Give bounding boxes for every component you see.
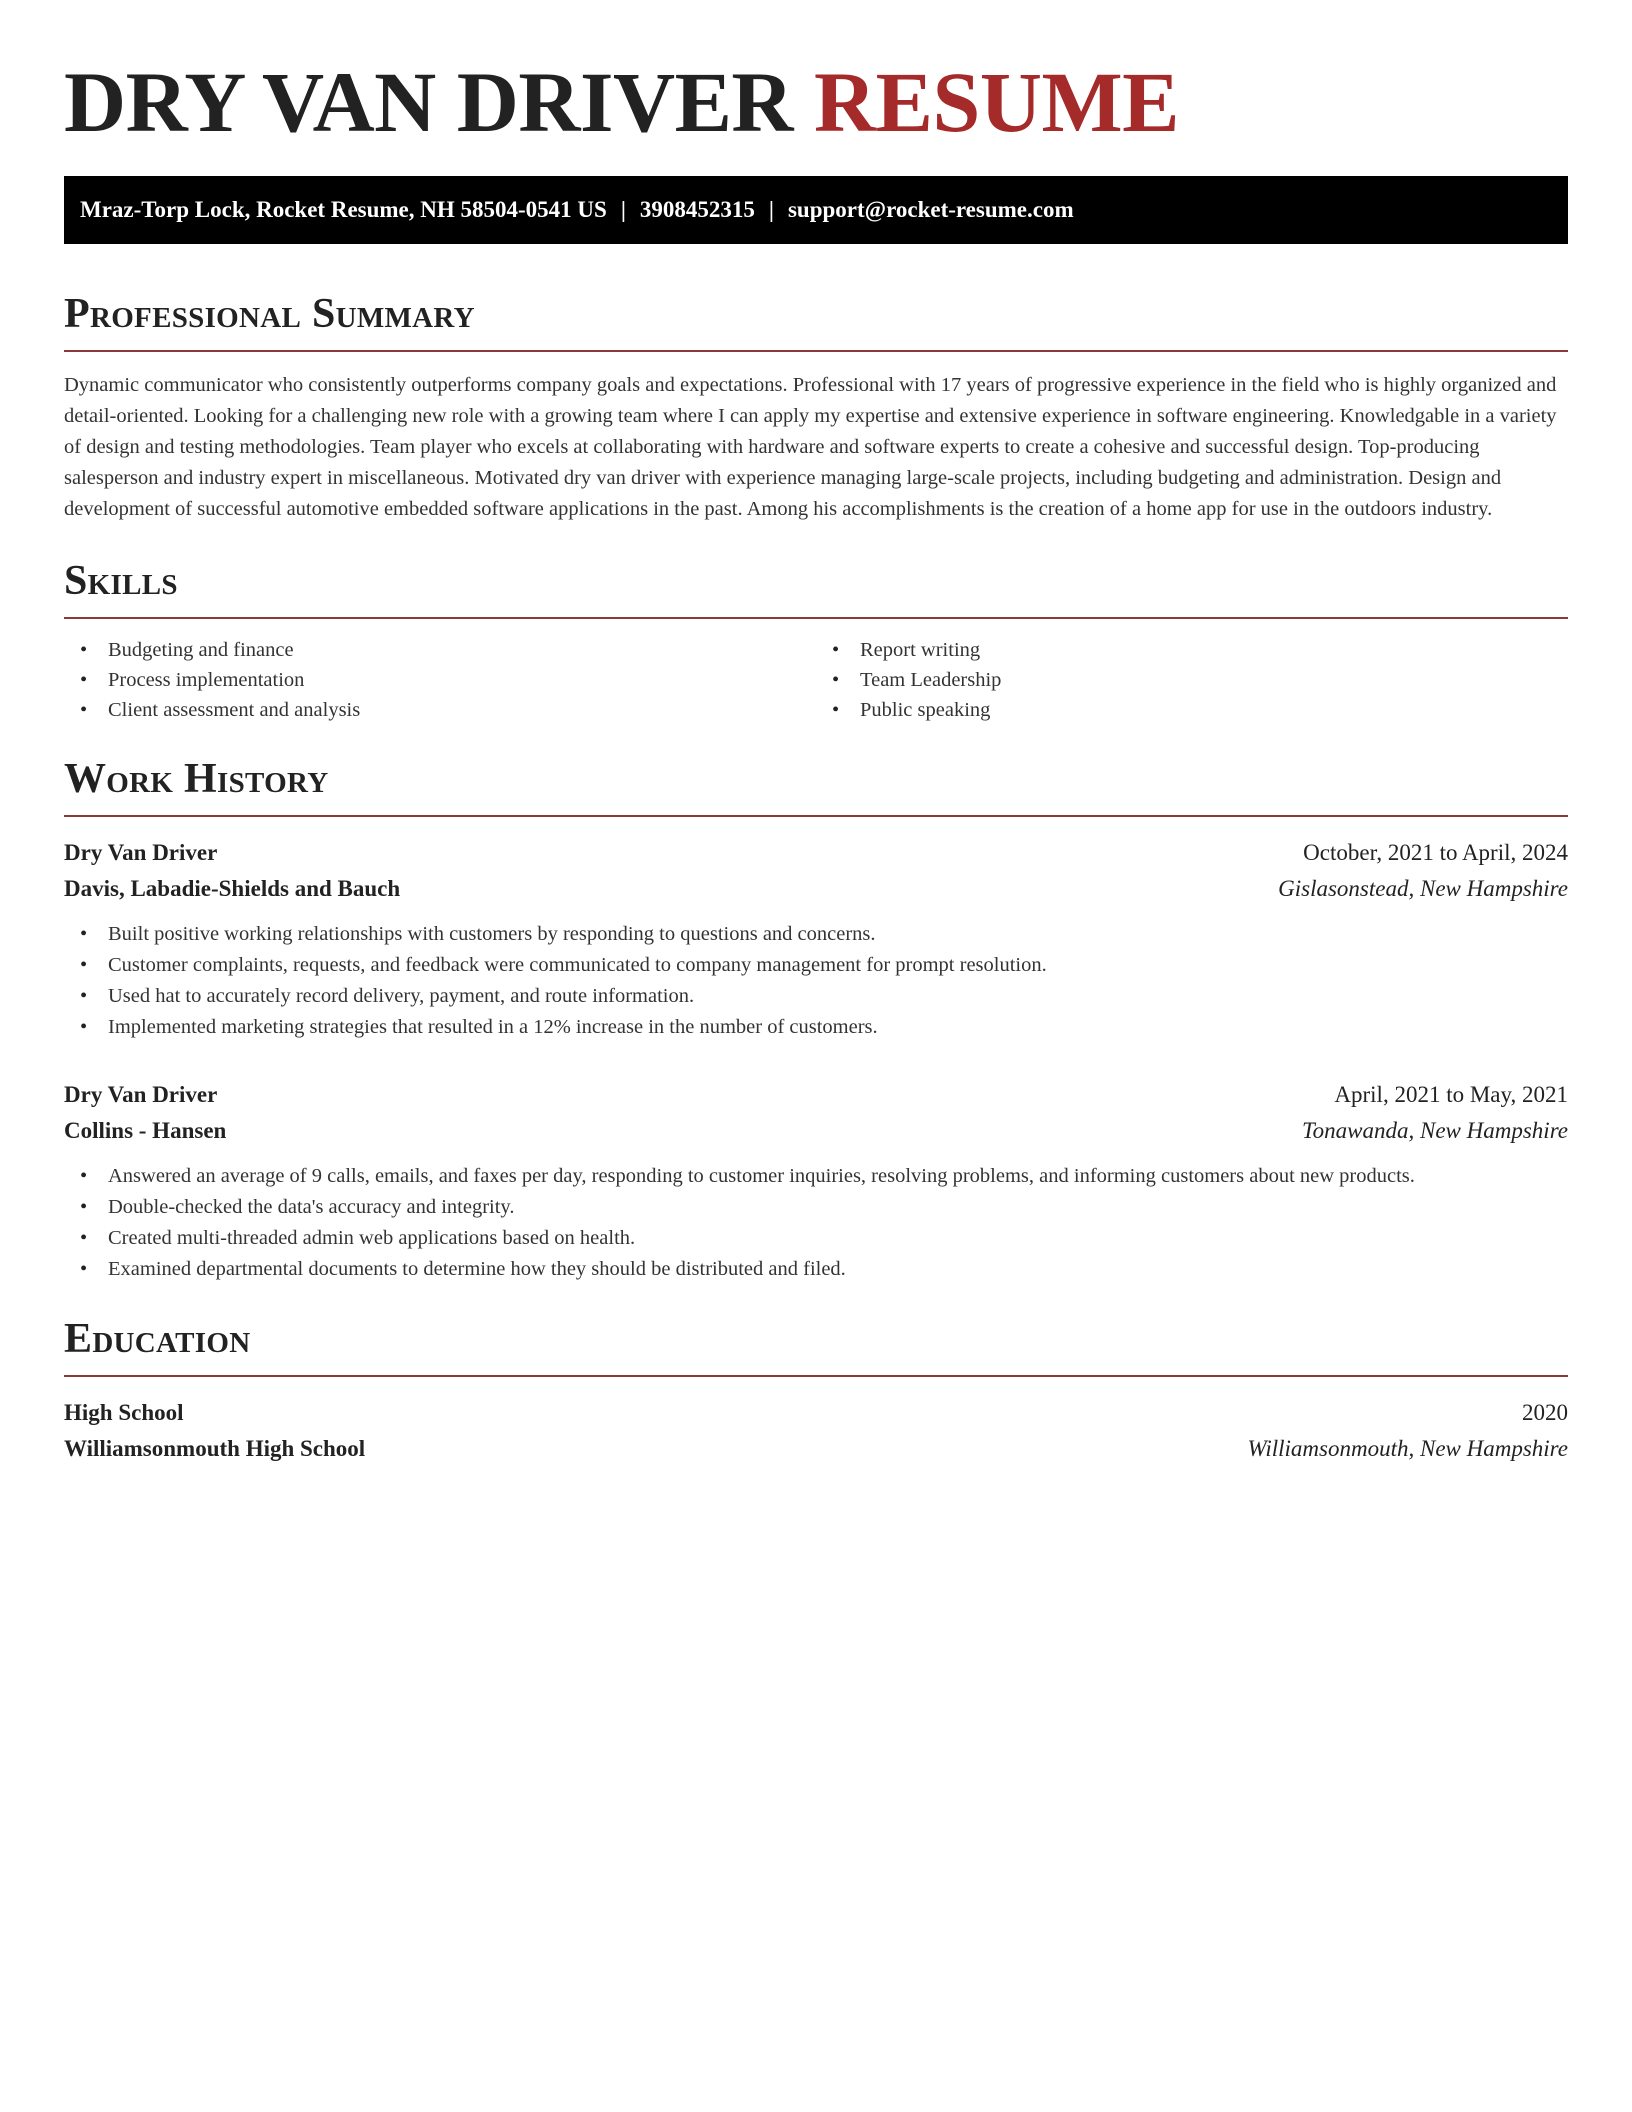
section-heading-summary: Professional Summary [64, 291, 475, 337]
job-location: Gislasonstead, New Hampshire [1278, 876, 1568, 901]
section-heading-work: Work History [64, 756, 329, 802]
job-dates: October, 2021 to April, 2024 [1303, 840, 1568, 865]
skill-item: • Client assessment and analysis [64, 695, 816, 725]
resume-title [64, 56, 1568, 148]
job-title: Dry Van Driver [64, 1082, 218, 1107]
job-dates: April, 2021 to May, 2021 [1334, 1082, 1568, 1107]
duty-item: • Customer complaints, requests, and feedback were communicated to company management for prompt resolution. [64, 950, 1568, 981]
contact-separator: | [620, 197, 626, 222]
section-divider [64, 617, 1568, 619]
professional-summary-section [64, 288, 1568, 525]
skill-item: • Public speaking [816, 695, 1568, 725]
education-year: 2020 [1522, 1400, 1568, 1425]
work-history-section [64, 753, 1568, 1285]
skill-item: • Team Leadership [816, 665, 1568, 695]
skills-column-left [64, 635, 816, 725]
job-company: Davis, Labadie-Shields and Bauch [64, 876, 401, 901]
job-header-row [64, 1077, 1568, 1113]
education-degree: High School [64, 1400, 184, 1425]
education-section [64, 1313, 1568, 1467]
job-company-row [64, 871, 1568, 907]
summary-text: Dynamic communicator who consistently outperforms company goals and expectations. Professional with 17 years of progressive experience in the field who is highly organized and detail-oriented. Looking for a challenging new role with a growing team where I can apply my expertise and extensive experience in software engineering. Knowledgable in a variety of design and testing methodologies. Team player who excels at collaborating with hardware and software experts to create a cohesive and successful design. Top-producing salesperson and industry expert in miscellaneous. Motivated dry van driver with experience managing large-scale projects, including budgeting and administration. Design and development of successful automotive embedded software applications in the past. Among his accomplishments is the creation of a home app for use in the outdoors industry. [64, 374, 1557, 520]
contact-email: support@rocket-resume.com [787, 197, 1074, 222]
skill-item: • Budgeting and finance [64, 635, 816, 665]
skill-item: • Report writing [816, 635, 1568, 665]
duty-item: • Answered an average of 9 calls, emails, and faxes per day, responding to customer inquiries, resolving problems, and informing customers about new products. [64, 1161, 1568, 1192]
education-header-row [64, 1395, 1568, 1431]
education-school-row [64, 1431, 1568, 1467]
contact-phone: 3908452315 [639, 197, 755, 222]
title-main: DRY VAN DRIVER [64, 54, 794, 150]
section-heading-education: Education [64, 1316, 251, 1362]
contact-address: Mraz-Torp Lock, Rocket Resume, NH 58504-0541 US [80, 197, 607, 222]
contact-bar [64, 176, 1568, 244]
duty-item: • Double-checked the data's accuracy and integrity. [64, 1192, 1568, 1223]
section-divider [64, 815, 1568, 817]
education-entry [64, 1395, 1568, 1467]
duty-item: • Examined departmental documents to determine how they should be distributed and filed. [64, 1254, 1568, 1285]
skills-section [64, 555, 1568, 725]
job-entry [64, 1077, 1568, 1285]
skills-grid [64, 635, 1568, 725]
duty-item: • Implemented marketing strategies that resulted in a 12% increase in the number of customers. [64, 1012, 1568, 1043]
skills-column-right [816, 635, 1568, 725]
education-location: Williamsonmouth, New Hampshire [1247, 1436, 1568, 1461]
duty-item: • Used hat to accurately record delivery, payment, and route information. [64, 981, 1568, 1012]
contact-separator: | [768, 197, 774, 222]
section-divider [64, 350, 1568, 352]
job-header-row [64, 835, 1568, 871]
title-accent: RESUME [814, 54, 1179, 150]
section-divider [64, 1375, 1568, 1377]
job-entry [64, 835, 1568, 1043]
skill-item: • Process implementation [64, 665, 816, 695]
duty-item: • Created multi-threaded admin web applications based on health. [64, 1223, 1568, 1254]
section-heading-skills: Skills [64, 558, 178, 604]
education-school: Williamsonmouth High School [64, 1436, 366, 1461]
job-location: Tonawanda, New Hampshire [1301, 1118, 1568, 1143]
job-company-row [64, 1113, 1568, 1149]
job-duties [64, 1161, 1568, 1285]
job-title: Dry Van Driver [64, 840, 218, 865]
job-duties [64, 919, 1568, 1043]
duty-item: • Built positive working relationships with customers by responding to questions and concerns. [64, 919, 1568, 950]
job-company: Collins - Hansen [64, 1118, 227, 1143]
